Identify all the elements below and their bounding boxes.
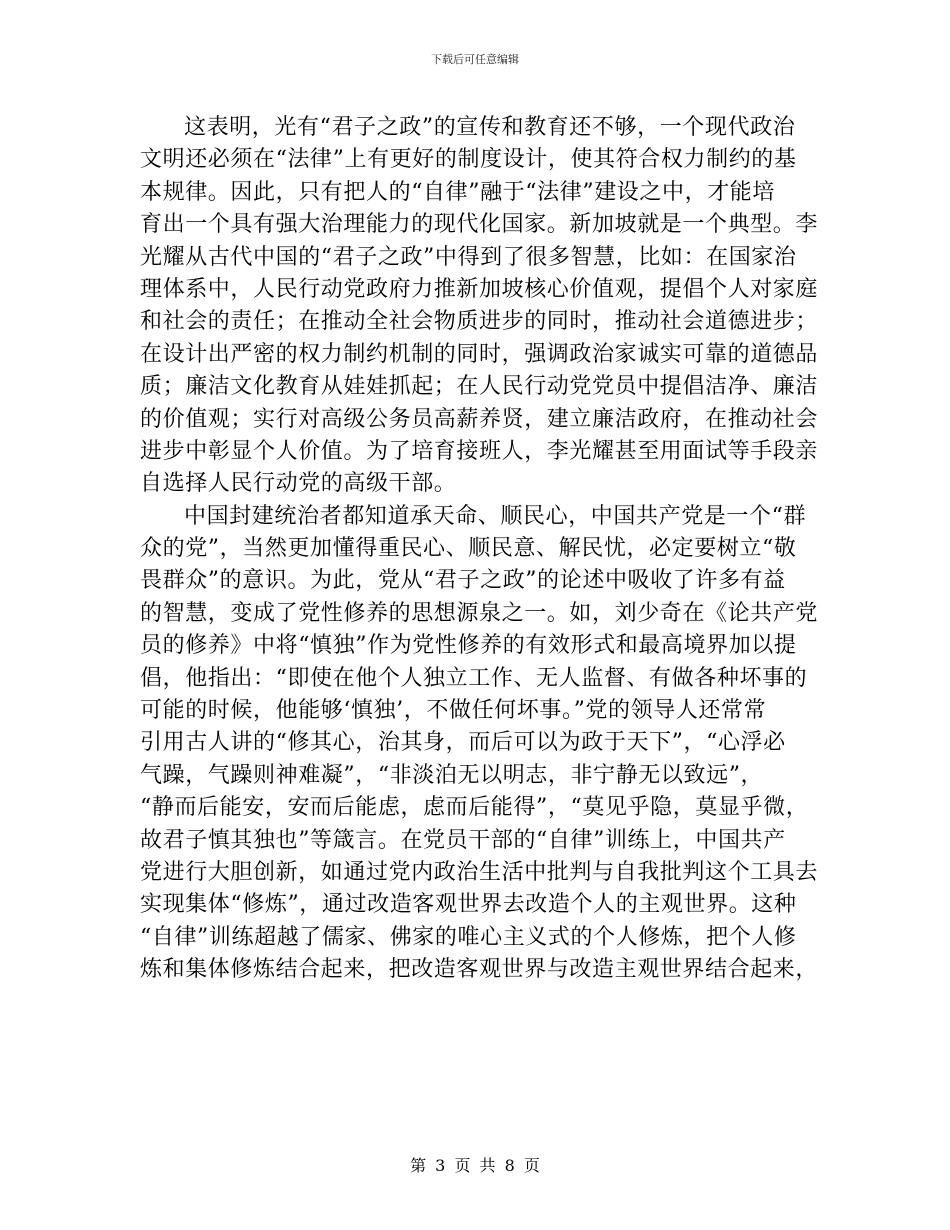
paragraph-line: 炼和集体修炼结合起来，把改造客观世界与改造主观世界结合起来， — [140, 957, 819, 983]
paragraph-line: 本规律。因此，只有把人的“自律”融于“法律”建设之中，才能培 — [140, 179, 775, 205]
document-body — [140, 112, 819, 987]
paragraph-line: 文明还必须在“法律”上有更好的制度设计，使其符合权力制约的基 — [140, 147, 797, 173]
paragraph-line: 光耀从古代中国的“君子之政”中得到了很多智慧，比如：在国家治 — [140, 244, 797, 270]
paragraph-line: “自律”训练超越了儒家、佛家的唯心主义式的个人修炼，把个人修 — [140, 924, 797, 950]
paragraph-line: 可能的时候，他能够‘慎独’，不做任何坏事。”党的领导人还常常 — [140, 698, 767, 724]
paragraph-line: 众的党”，当然更加懂得重民心、顺民意、解民忧，必定要树立“敬 — [140, 536, 797, 562]
paragraph-line: “静而后能安，安而后能虑，虑而后能得”，“莫见乎隐，莫显乎微， — [140, 795, 809, 821]
paragraph-line: 畏群众”的意识。为此，党从“君子之政”的论述中吸收了许多有益 — [140, 568, 786, 594]
paragraph-line: 倡，他指出：“即使在他个人独立工作、无人监督、有做各种坏事的 — [140, 665, 808, 691]
paragraph-line: 这表明，光有“君子之政”的宣传和教育还不够，一个现代政治 — [184, 115, 796, 140]
paragraph-line: 自选择人民行动党的高级干部。 — [140, 471, 457, 497]
paragraph-line: 引用古人讲的“修其心，治其身，而后可以为政于天下”，“心浮必 — [140, 730, 786, 756]
paragraph-line: 党进行大胆创新，如通过党内政治生活中批判与自我批判这个工具去 — [140, 859, 819, 885]
page-header-note: 下载后可任意编辑 — [431, 53, 519, 66]
paragraph-line: 故君子慎其独也”等箴言。在党员干部的“自律”训练上，中国共产 — [140, 827, 786, 853]
paragraph-line: 在设计出严密的权力制约机制的同时，强调政治家诚实可靠的道德品 — [140, 341, 819, 367]
paragraph-line: 气躁，气躁则神难凝”，“非淡泊无以明志，非宁静无以致远”， — [140, 762, 764, 788]
paragraph-line: 实现集体“修炼”，通过改造客观世界去改造个人的主观世界。这种 — [140, 892, 797, 918]
paragraph-line: 和社会的责任；在推动全社会物质进步的同时，推动社会道德进步； — [140, 309, 819, 335]
page-number: 第 3 页 共 8 页 — [410, 1156, 540, 1175]
paragraph-line: 员的修养》中将“慎独”作为党性修养的有效形式和最高境界加以提 — [140, 633, 797, 659]
paragraph-line: 质；廉洁文化教育从娃娃抓起；在人民行动党党员中提倡洁净、廉洁 — [140, 374, 819, 400]
paragraph-line: 理体系中，人民行动党政府力推新加坡核心价值观，提倡个人对家庭 — [140, 276, 819, 302]
paragraph-line: 进步中彰显个人价值。为了培育接班人，李光耀甚至用面试等手段亲 — [140, 438, 819, 464]
paragraph-line: 中国封建统治者都知道承天命、顺民心，中国共产党是一个“群 — [184, 503, 807, 529]
paragraph-line: 的智慧，变成了党性修养的思想源泉之一。如，刘少奇在《论共产党 — [140, 600, 819, 626]
paragraph-line: 的价值观；实行对高级公务员高薪养贤，建立廉洁政府，在推动社会 — [140, 406, 819, 432]
paragraph-line: 育出一个具有强大治理能力的现代化国家。新加坡就是一个典型。李 — [140, 212, 819, 238]
